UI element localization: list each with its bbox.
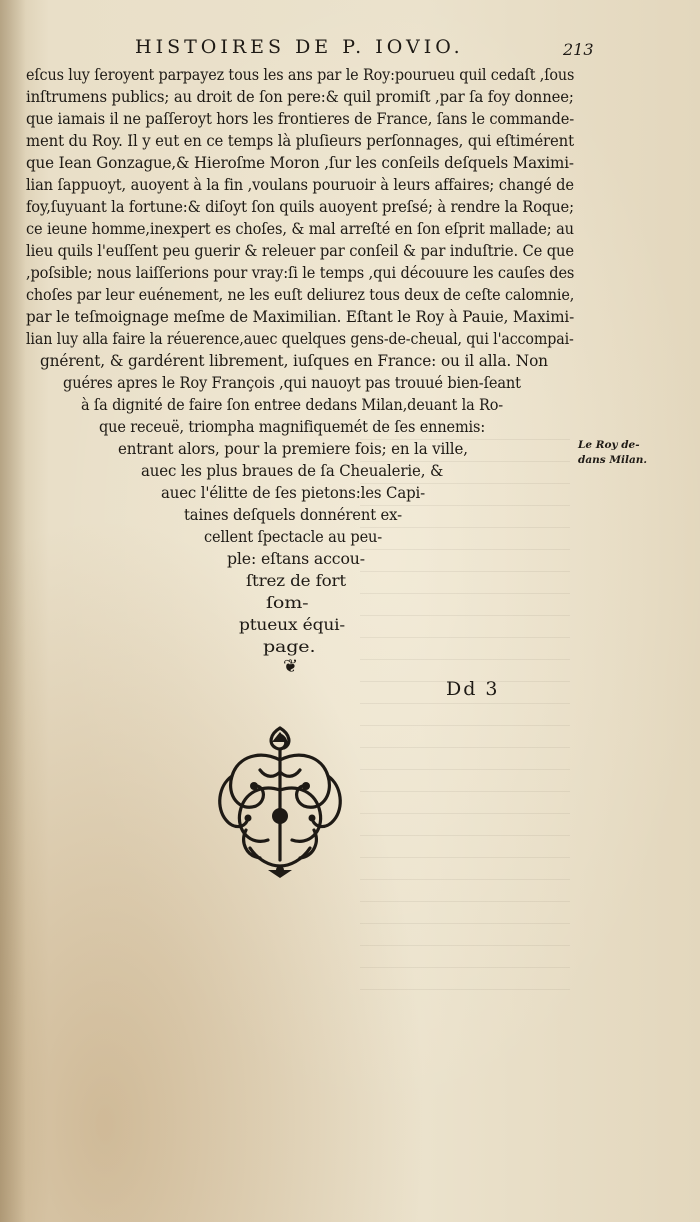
text-line: ptueux équi- xyxy=(239,615,346,634)
text-line: taines deſquels donnérent ex- xyxy=(184,505,402,524)
text-line: ſtrez de fort xyxy=(246,571,346,590)
text-line: que receuë, triompha magnifiquemét de ſes ennemis: xyxy=(99,417,486,436)
tailpiece-ornament-icon xyxy=(210,720,350,880)
text-line: gnérent, & gardérent librement, iuſques en France: ou il alla. Non xyxy=(40,351,548,370)
text-line: ſom- xyxy=(266,593,309,612)
text-line: lieu quils l'euſſent peu guerir & releuer par conſeil & par induſtrie. Ce que xyxy=(26,241,574,260)
page-header xyxy=(0,36,700,64)
margin-note-line: dans Milan. xyxy=(578,454,648,466)
text-line: choſes par leur euénement, ne les euſt deliurez tous deux de ceſte calomnie, xyxy=(26,285,575,304)
text-line: eſcus luy ſeroyent parpayez tous les ans par le Roy:pourueu quil cedaſt ,ſous xyxy=(26,65,575,84)
text-line: foy,ſuyuant la fortune:& diſoyt ſon quils auoyent preſsé; à rendre la Roque; xyxy=(26,197,574,216)
text-line: ce ieune homme,inexpert es choſes, & mal arreſté en ſon eſprit mallade; au xyxy=(26,219,574,238)
text-line: par le teſmoignage meſme de Maximilian. Eſtant le Roy à Pauie, Maximi- xyxy=(26,307,575,326)
text-line: lian luy alla faire la réuerence,auec quelques gens-de-cheual, qui l'accompai- xyxy=(26,329,574,348)
folio-number: 213 xyxy=(563,40,594,59)
text-line: ple: eſtans accou- xyxy=(227,549,365,568)
running-head: HISTOIRES DE P. IOVIO. xyxy=(135,36,464,58)
text-line: inſtrumens publics; au droit de ſon pere:& quil promiſt ,par ſa foy donnee; xyxy=(26,87,574,106)
margin-note-line: Le Roy de- xyxy=(578,439,640,451)
signature-mark: Dd 3 xyxy=(446,678,500,700)
text-line: ,poſsible; nous laiſſerions pour vray:ſi le temps ,qui découure les cauſes des xyxy=(26,263,575,282)
text-line: guéres apres le Roy François ,qui nauoyt pas trouué bien-ſeant xyxy=(63,373,521,392)
text-line: entrant alors, pour la premiere fois; en la ville, xyxy=(118,439,468,458)
text-line: cellent ſpectacle au peu- xyxy=(204,527,383,546)
text-line: que Iean Gonzague,& Hieroſme Moron ,ſur les conſeils deſquels Maximi- xyxy=(26,153,574,172)
fleuron-mark: ❦ xyxy=(283,656,299,677)
text-line: ment du Roy. Il y eut en ce temps là pluſieurs perſonnages, qui eſtimérent xyxy=(26,131,574,150)
text-line: auec l'élitte de ſes pietons:les Capi- xyxy=(161,483,426,502)
text-line: page. xyxy=(263,637,316,656)
margin-note xyxy=(578,438,688,468)
text-line: à ſa dignité de faire ſon entree dedans Milan,deuant la Ro- xyxy=(81,395,504,414)
text-line: que iamais il ne paſſeroyt hors les frontieres de France, ſans le commande- xyxy=(26,109,575,128)
text-line: lian ſappuoyt, auoyent à la fin ,voulans pouruoir à leurs affaires; changé de xyxy=(26,175,574,194)
binding-shadow xyxy=(0,0,26,1222)
text-line: auec les plus braues de ſa Cheualerie, & xyxy=(141,461,444,480)
